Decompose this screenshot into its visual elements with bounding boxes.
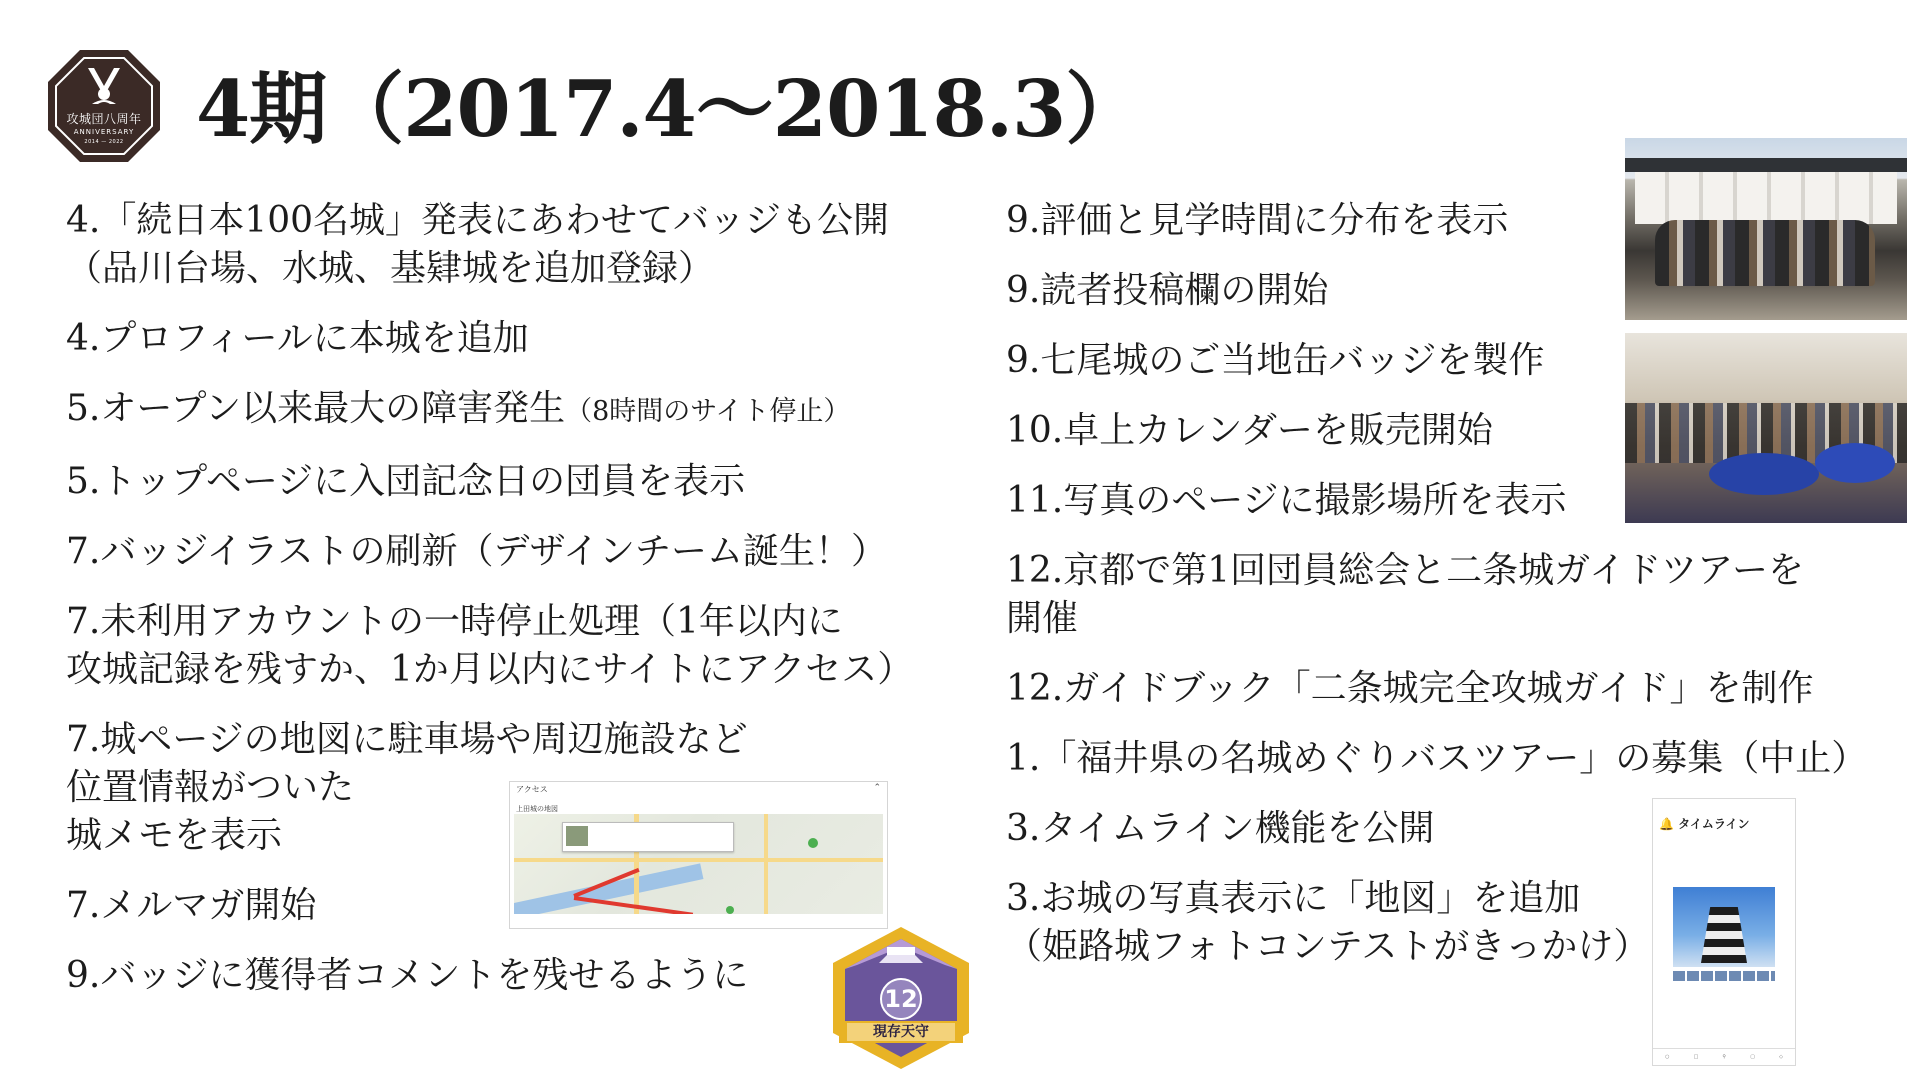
castle-group-photo <box>1625 138 1907 320</box>
list-item: 9.バッジに獲得者コメントを残せるように <box>66 955 749 996</box>
map-pin-icon <box>808 838 818 848</box>
list-item: 9.評価と見学時間に分布を表示 <box>1006 200 1509 241</box>
timeline-title: 🔔 タイムライン <box>1659 817 1750 831</box>
map-subheader: 上田城の地図 <box>516 805 558 813</box>
list-item: 4.「続日本100名城」発表にあわせてバッジも公開 <box>66 200 890 241</box>
logo-text-anniversary: ANNIVERSARY <box>73 128 135 136</box>
photo-thumbnails <box>1673 971 1775 981</box>
badge-number: 12 <box>884 985 918 1013</box>
badge-label: 現存天守 <box>873 1024 929 1040</box>
list-item: 12.ガイドブック「二条城完全攻城ガイド」を制作 <box>1006 668 1814 709</box>
list-item: 3.お城の写真表示に「地図」を追加 <box>1006 878 1581 919</box>
castle-photo <box>1673 887 1775 967</box>
list-item: 9.読者投稿欄の開始 <box>1006 270 1329 311</box>
list-item: 5.トップページに入団記念日の団員を表示 <box>66 461 746 502</box>
list-item: 城メモを表示 <box>66 815 283 856</box>
map-image <box>514 814 883 914</box>
list-item: 4.プロフィールに本城を追加 <box>66 318 529 359</box>
search-icon: ⚲ <box>1722 1054 1727 1060</box>
list-item-note: （8時間のサイト停止） <box>565 396 851 427</box>
list-item: 12.京都で第1回団員総会と二条城ガイドツアーを <box>1006 550 1804 591</box>
nav-icon: ○ <box>1665 1054 1670 1060</box>
list-item: （姫路城フォトコンテストがきっかけ） <box>1006 926 1650 967</box>
bottom-nav <box>1653 1048 1795 1065</box>
list-item: （品川台場、水城、基肄城を追加登録） <box>66 248 715 289</box>
badge-genzon-tenshu <box>829 925 973 1071</box>
map-pin-icon <box>726 906 734 914</box>
logo-emblem <box>44 46 164 166</box>
logo-text-main: 攻城団八周年 <box>66 112 142 126</box>
list-item: 11.写真のページに撮影場所を表示 <box>1006 480 1567 521</box>
list-item: 10.卓上カレンダーを販売開始 <box>1006 410 1493 451</box>
list-item: 3.タイムライン機能を公開 <box>1006 808 1435 849</box>
timeline-screenshot <box>1652 798 1796 1066</box>
banquet-photo <box>1625 333 1907 523</box>
list-item: 9.七尾城のご当地缶バッジを製作 <box>1006 340 1545 381</box>
list-item: 7.バッジイラストの刷新（デザインチーム誕生！） <box>66 531 887 572</box>
logo <box>44 46 164 166</box>
nav-icon: □ <box>1693 1054 1699 1060</box>
castle-map-screenshot <box>509 781 888 929</box>
chevron-up-icon: ⌃ <box>873 783 881 793</box>
list-item: 7.メルマガ開始 <box>66 885 317 926</box>
page-title: 4期（2017.4～2018.3） <box>196 64 1143 155</box>
list-item: 位置情報がついた <box>66 767 355 808</box>
map-info-popup <box>562 822 734 852</box>
nav-icon: ◇ <box>1779 1054 1783 1060</box>
list-item: 7.未利用アカウントの一時停止処理（1年以内に <box>66 601 843 642</box>
list-item: 攻城記録を残すか、1か月以内にサイトにアクセス） <box>66 649 914 690</box>
list-item: 5.オープン以来最大の障害発生（8時間のサイト停止） <box>66 388 851 429</box>
bell-icon: 🔔 <box>1659 817 1674 831</box>
list-item: 1.「福井県の名城めぐりバスツアー」の募集（中止） <box>1006 738 1868 779</box>
map-access-header: アクセス <box>516 785 548 794</box>
list-item: 7.城ページの地図に駐車場や周辺施設など <box>66 719 748 760</box>
logo-text-years: 2014 — 2022 <box>84 139 124 145</box>
list-item: 開催 <box>1006 598 1079 639</box>
nav-icon: ▢ <box>1750 1054 1755 1060</box>
